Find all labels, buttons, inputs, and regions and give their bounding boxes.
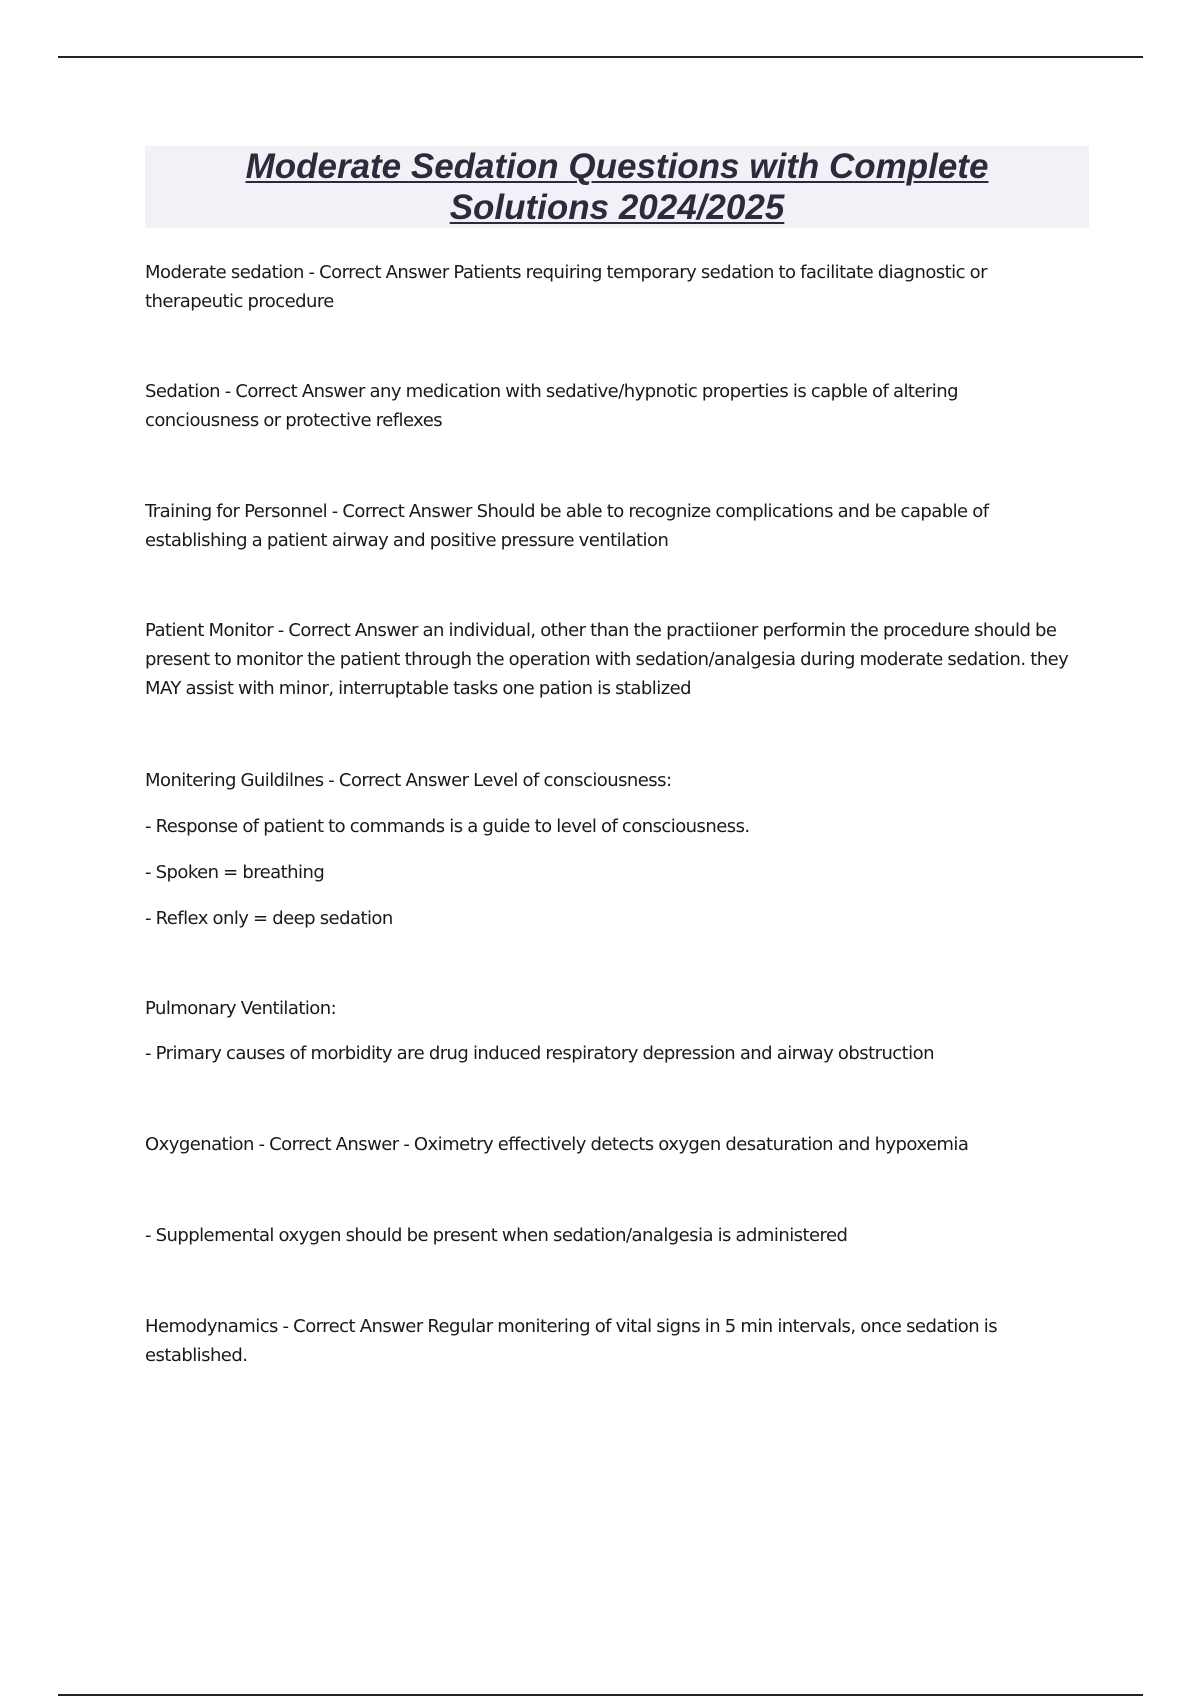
qa-sedation: Sedation - Correct Answer any medication with sedative/hypnotic properties is capble of altering conciousness or protective reflexes bbox=[145, 381, 958, 431]
list-item: - Response of patient to commands is a guide to level of consciousness. bbox=[145, 816, 750, 837]
top-divider bbox=[58, 56, 1143, 58]
title-line-2: Solutions 2024/2025 bbox=[449, 188, 785, 227]
qa-moderate-sedation: Moderate sedation - Correct Answer Patients requiring temporary sedation to facilitate diagnostic or therapeutic procedure bbox=[145, 262, 987, 312]
qa-hemodynamics: Hemodynamics - Correct Answer Regular monitering of vital signs in 5 min intervals, once sedation is established. bbox=[145, 1316, 998, 1366]
qa-patient-monitor: Patient Monitor - Correct Answer an individual, other than the practiioner performin the procedure should be present to monitor the patient through the operation with sedation/analgesia during moderate sedation. they MAY assist with minor, interruptable tasks one pation is stablized bbox=[145, 620, 1069, 699]
list-item: - Reflex only = deep sedation bbox=[145, 908, 393, 929]
title-banner bbox=[145, 146, 1089, 228]
list-item: - Supplemental oxygen should be present when sedation/analgesia is administered bbox=[145, 1225, 848, 1246]
section-pulmonary-ventilation: Pulmonary Ventilation: bbox=[145, 998, 337, 1019]
qa-oxygenation: Oxygenation - Correct Answer - Oximetry effectively detects oxygen desaturation and hypoxemia bbox=[145, 1134, 969, 1155]
qa-training-for-personnel: Training for Personnel - Correct Answer Should be able to recognize complications and be capable of establishing a patient airway and positive pressure ventilation bbox=[145, 501, 989, 551]
bottom-divider bbox=[58, 1694, 1143, 1696]
title-line-1: Moderate Sedation Questions with Complete bbox=[245, 147, 989, 186]
qa-monitoring-guidelines: Monitering Guildilnes - Correct Answer Level of consciousness: bbox=[145, 770, 672, 791]
document-title bbox=[145, 146, 1089, 228]
list-item: - Primary causes of morbidity are drug induced respiratory depression and airway obstruction bbox=[145, 1043, 934, 1064]
list-item: - Spoken = breathing bbox=[145, 862, 325, 883]
